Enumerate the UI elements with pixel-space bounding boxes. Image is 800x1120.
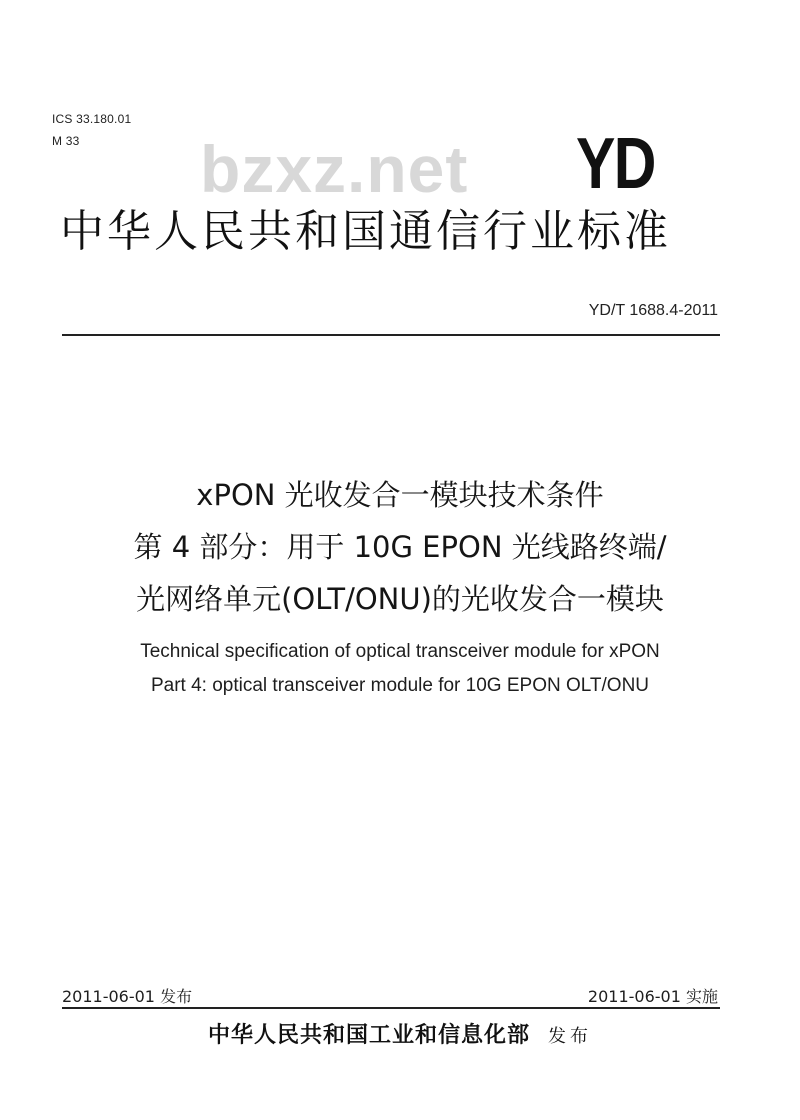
document-title-en-line-1: Technical specification of optical transceiver module for xPON xyxy=(140,641,660,662)
publish-date: 2011-06-01 发布 xyxy=(62,987,193,1006)
document-title-cn-line-3: 光网络单元(OLT/ONU)的光收发合一模块 xyxy=(136,582,664,616)
ics-code: ICS 33.180.01 xyxy=(52,112,132,126)
standard-category-title: 中华人民共和国通信行业标准 xyxy=(60,206,671,257)
issuer-name: 中华人民共和国工业和信息化部 xyxy=(207,1022,530,1048)
watermark: bzxz.net xyxy=(200,132,469,206)
top-divider xyxy=(62,334,720,336)
ccs-code: M 33 xyxy=(52,134,80,148)
document-title-cn-line-1: xPON 光收发合一模块技术条件 xyxy=(196,478,604,512)
issuer-line xyxy=(40,1018,760,1049)
standard-number: YD/T 1688.4-2011 xyxy=(588,302,718,319)
yd-logo: YD xyxy=(576,124,655,204)
implement-date: 2011-06-01 实施 xyxy=(587,987,718,1006)
bottom-divider xyxy=(62,1007,720,1009)
issue-word: 发布 xyxy=(548,1026,592,1047)
document-title-cn-line-2: 第 4 部分：用于 10G EPON 光线路终端/ xyxy=(133,530,667,564)
document-title-en-line-2: Part 4: optical transceiver module for 10G EPON OLT/ONU xyxy=(150,675,650,696)
